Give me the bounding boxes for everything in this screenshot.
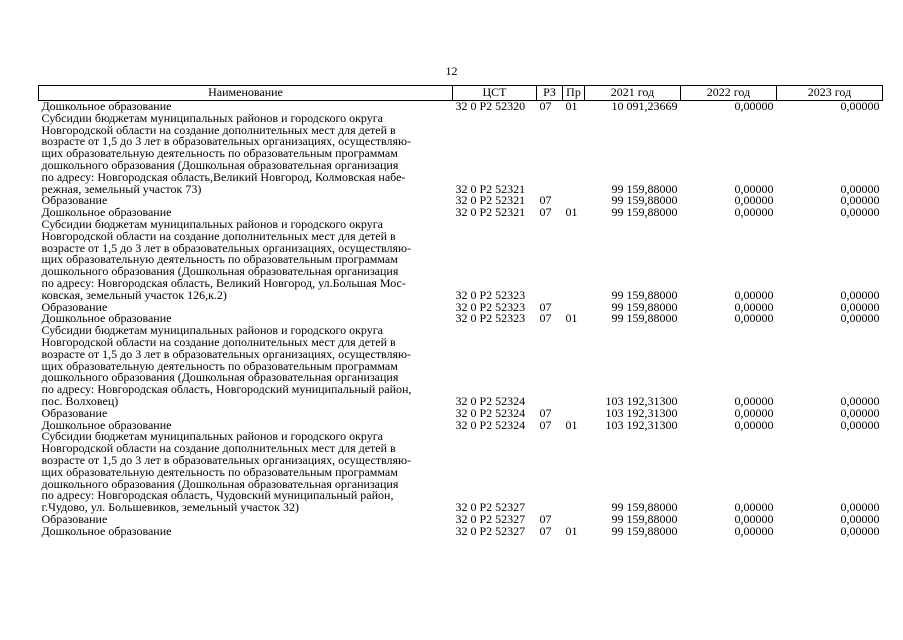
header-name: Наименование [39, 86, 453, 101]
header-pr: Пр [563, 86, 585, 101]
row-name: Образование [41, 193, 108, 208]
row-2021: 10 091,23669 [611, 99, 678, 113]
row-cst: 32 0 Р2 52321 [455, 181, 526, 196]
row-rz: 07 [539, 299, 552, 314]
row-2022: 0,00000 [734, 417, 774, 432]
row-cst: 32 0 Р2 52324 [455, 393, 526, 408]
row-2021: 99 159,88000 [611, 523, 678, 538]
row-rz: 07 [539, 405, 552, 420]
row-cst: 32 0 Р2 52327 [455, 500, 526, 515]
row-2022: 0,00000 [734, 500, 774, 515]
row-cst: 32 0 Р2 52324 [455, 417, 526, 432]
row-pr [563, 431, 585, 514]
row-2023: 0,00000 [840, 511, 880, 526]
row-2022: 0,00000 [734, 405, 774, 420]
budget-table [38, 85, 883, 537]
row-2023: 0,00000 [840, 311, 880, 326]
header-rz: РЗ [537, 86, 563, 101]
row-2022: 0,00000 [734, 99, 774, 113]
row-2022: 0,00000 [734, 511, 774, 526]
row-2023: 0,00000 [840, 299, 880, 314]
row-rz [537, 431, 563, 514]
row-2022: 0,00000 [734, 311, 774, 326]
row-2021: 99 159,88000 [611, 500, 678, 515]
row-2021: 99 159,88000 [611, 299, 678, 314]
row-pr: 01 [565, 205, 578, 220]
row-2023: 0,00000 [840, 417, 880, 432]
row-2021: 99 159,88000 [611, 287, 678, 302]
table-row [39, 526, 883, 538]
row-2021: 99 159,88000 [611, 311, 678, 326]
row-cst: 32 0 Р2 52320 [455, 99, 526, 113]
row-name: Образование [41, 511, 108, 526]
row-rz: 07 [539, 417, 552, 432]
row-2021: 103 192,31300 [605, 417, 678, 432]
row-name: Субсидии бюджетам муниципальных районов и городского округа Новгородской области на создание дополнительных мест для детей в возрасте от 1,5 до 3 лет в образовательных организациях, осуществляю- щих образовательную деятельность по образовательным программам дошкольного образования (Дошкольная образовательная организация по адресу: Новгородская область, Новгородский муниципальный район, пос. Волховец) [41, 323, 412, 408]
header-2023: 2023 год [777, 86, 883, 101]
header-2022: 2022 год [681, 86, 777, 101]
row-2021: 99 159,88000 [611, 193, 678, 208]
header-2021: 2021 год [585, 86, 681, 101]
row-pr: 01 [565, 311, 578, 326]
row-2021: 99 159,88000 [611, 511, 678, 526]
row-2022: 0,00000 [734, 181, 774, 196]
row-2023: 0,00000 [840, 287, 880, 302]
row-name: Образование [41, 405, 108, 420]
row-2022: 0,00000 [734, 393, 774, 408]
row-2023: 0,00000 [840, 500, 880, 515]
row-rz [537, 325, 563, 408]
row-2022: 0,00000 [734, 523, 774, 538]
row-cst: 32 0 Р2 52324 [455, 405, 526, 420]
row-2023: 0,00000 [840, 99, 880, 113]
row-pr [563, 219, 585, 302]
row-name: Субсидии бюджетам муниципальных районов и городского округа Новгородской области на создание дополнительных мест для детей в возрасте от 1,5 до 3 лет в образовательных организациях, осуществляю- щих образовательную деятельность по образовательным программам дошкольного образования (Дошкольная образовательная организация по адресу: Новгородская область, Чудовский муниципальный район, г.Чудово, ул. Большевиков, земельный участок 32) [41, 429, 412, 515]
row-name: Дошкольное образование [41, 417, 172, 432]
row-pr: 01 [565, 99, 578, 113]
row-2021: 99 159,88000 [611, 205, 678, 220]
row-2023: 0,00000 [840, 181, 880, 196]
row-cst: 32 0 Р2 52321 [455, 205, 526, 220]
row-2022: 0,00000 [734, 299, 774, 314]
row-2023: 0,00000 [840, 205, 880, 220]
row-2021: 103 192,31300 [605, 393, 678, 408]
row-cst: 32 0 Р2 52323 [455, 299, 526, 314]
row-2022: 0,00000 [734, 193, 774, 208]
row-cst: 32 0 Р2 52321 [455, 193, 526, 208]
row-rz: 07 [539, 99, 552, 113]
row-name: Дошкольное образование [41, 523, 172, 538]
row-rz: 07 [539, 523, 552, 538]
table-row [39, 113, 883, 196]
row-rz: 07 [539, 511, 552, 526]
row-2022: 0,00000 [734, 287, 774, 302]
row-name: Дошкольное образование [41, 205, 172, 220]
row-cst: 32 0 Р2 52327 [455, 523, 526, 538]
row-2023: 0,00000 [840, 393, 880, 408]
row-name: Дошкольное образование [41, 99, 172, 113]
table-row [39, 219, 883, 302]
row-2023: 0,00000 [840, 405, 880, 420]
page-number: 12 [445, 64, 458, 78]
row-pr [563, 113, 585, 196]
row-rz: 07 [539, 205, 552, 220]
row-2023: 0,00000 [840, 193, 880, 208]
row-pr: 01 [565, 523, 578, 538]
row-2021: 99 159,88000 [611, 181, 678, 196]
row-rz: 07 [539, 311, 552, 326]
row-2022: 0,00000 [734, 205, 774, 220]
row-pr: 01 [565, 417, 578, 432]
row-rz: 07 [539, 193, 552, 208]
row-name: Дошкольное образование [41, 311, 172, 326]
row-2021: 103 192,31300 [605, 405, 678, 420]
row-rz [537, 219, 563, 302]
row-cst: 32 0 Р2 52323 [455, 311, 526, 326]
table-row [39, 325, 883, 408]
row-name: Субсидии бюджетам муниципальных районов и городского округа Новгородской области на создание дополнительных мест для детей в возрасте от 1,5 до 3 лет в образовательных организациях, осуществляю- щих образовательную деятельность по образовательным программам дошкольного образования (Дошкольная образовательная организация по адресу: Новгородская область, Великий Новгород, ул.Большая Мос- ковская, земельный участок 126,к.2) [41, 216, 412, 302]
table-row [39, 431, 883, 514]
header-cst: ЦСТ [453, 86, 537, 101]
row-2023: 0,00000 [840, 523, 880, 538]
row-name: Образование [41, 299, 108, 314]
row-name: Субсидии бюджетам муниципальных районов и городского округа Новгородской области на создание дополнительных мест для детей в возрасте от 1,5 до 3 лет в образовательных организациях, осуществляю- щих образовательную деятельность по образовательным программам дошкольного образования (Дошкольная образовательная организация по адресу: Новгородская область,Великий Новгород, Колмовская набе- режная, земельный участок 73) [41, 110, 412, 196]
row-cst: 32 0 Р2 52323 [455, 287, 526, 302]
row-rz [537, 113, 563, 196]
row-pr [563, 325, 585, 408]
row-cst: 32 0 Р2 52327 [455, 511, 526, 526]
